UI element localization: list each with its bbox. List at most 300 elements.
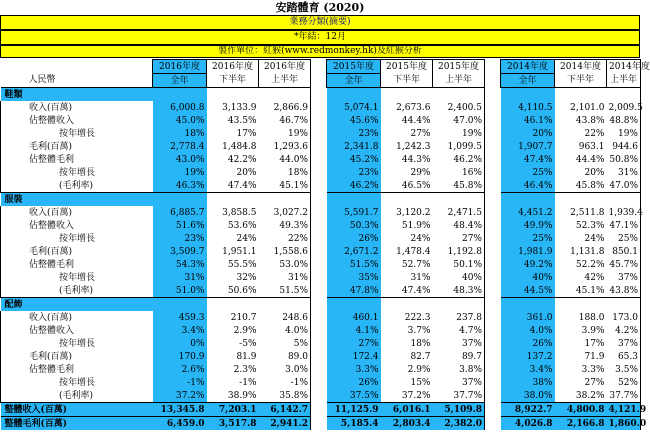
value-cell: 17%: [236, 128, 257, 139]
value-cell: 3.5%: [607, 363, 641, 376]
value-cell: 4,110.5: [501, 101, 555, 114]
value-cell: 43.8%: [575, 115, 605, 126]
value-cell: 2,341.8: [327, 140, 381, 153]
period-header: 全年: [327, 74, 381, 88]
value-cell: 13,345.8: [153, 403, 207, 417]
value-cell: 20%: [501, 127, 555, 140]
empty-cell: [607, 298, 641, 312]
value-cell: 22%: [584, 128, 605, 139]
row-label: 佔整體毛利: [1, 153, 153, 166]
empty-cell: [501, 298, 555, 312]
value-cell: 25%: [607, 232, 641, 245]
gap-cell: [485, 166, 501, 179]
value-cell: 35.8%: [259, 389, 311, 403]
gap-cell: [485, 245, 501, 258]
empty-cell: [153, 193, 207, 207]
value-cell: 44.0%: [259, 153, 311, 166]
table-row: [1, 219, 641, 232]
value-cell: 27%: [327, 337, 381, 350]
value-cell: 45.2%: [327, 153, 381, 166]
empty-cell: [259, 298, 311, 312]
value-cell: 18%: [259, 166, 311, 179]
value-cell: 29%: [410, 167, 431, 178]
value-cell: 2,671.2: [327, 245, 381, 258]
gap-cell: [311, 389, 327, 403]
table-row: [1, 245, 641, 258]
gap-cell: [311, 74, 327, 88]
table-row: [1, 140, 641, 153]
value-cell: 3.4%: [153, 324, 207, 337]
value-cell: 1,131.8: [570, 246, 605, 257]
value-cell: 2,382.0: [433, 417, 485, 431]
value-cell: 35%: [327, 271, 381, 284]
gap-cell: [311, 376, 327, 389]
value-cell: 2,941.2: [259, 417, 311, 431]
gap-cell: [311, 363, 327, 376]
period-header: 上半年: [433, 74, 485, 88]
value-cell: 1,192.8: [433, 245, 485, 258]
row-label: 按年增長: [1, 376, 153, 389]
table-row: [1, 179, 641, 193]
gap-cell: [485, 298, 501, 312]
header-row-periods: [1, 74, 641, 88]
financial-table: [0, 59, 650, 430]
value-cell: 50.3%: [327, 219, 381, 232]
value-cell: 51.6%: [153, 219, 207, 232]
period-header: 上半年: [607, 74, 641, 88]
value-cell: 3.4%: [501, 363, 555, 376]
value-cell: 37%: [433, 337, 485, 350]
gap-cell: [311, 311, 327, 324]
value-cell: 47.4%: [501, 153, 555, 166]
value-cell: 7,203.1: [207, 403, 259, 417]
value-cell: 55.5%: [227, 259, 257, 270]
value-cell: 5,185.4: [327, 417, 381, 431]
value-cell: 24%: [584, 233, 605, 244]
value-cell: 4.1%: [327, 324, 381, 337]
section-name: 鞋類: [1, 88, 153, 102]
total-row: [1, 403, 641, 417]
value-cell: 49.9%: [501, 219, 555, 232]
value-cell: 43.0%: [153, 153, 207, 166]
value-cell: 37%: [607, 337, 641, 350]
value-cell: 52%: [607, 376, 641, 389]
value-cell: 27%: [410, 128, 431, 139]
value-cell: 18%: [153, 127, 207, 140]
section-header: [1, 193, 641, 207]
value-cell: 81.9: [236, 351, 257, 362]
gap-cell: [485, 101, 501, 114]
gap-cell: [485, 127, 501, 140]
value-cell: 3.0%: [259, 363, 311, 376]
value-cell: 51.5%: [327, 258, 381, 271]
value-cell: 46.2%: [433, 153, 485, 166]
row-label: 收入(百萬): [1, 311, 153, 324]
empty-cell: [327, 298, 381, 312]
empty-cell: [207, 193, 259, 207]
value-cell: 43.8%: [607, 284, 641, 298]
gap-cell: [485, 88, 501, 102]
gap-cell: [485, 324, 501, 337]
value-cell: 44.4%: [401, 115, 431, 126]
value-cell: 51.0%: [153, 284, 207, 298]
table-row: [1, 324, 641, 337]
row-label: 按年增長: [1, 127, 153, 140]
value-cell: 45.7%: [607, 258, 641, 271]
year-header: 2014年度: [501, 60, 555, 74]
section-header: [1, 298, 641, 312]
header-row-years: [1, 60, 641, 74]
table-row: [1, 153, 641, 166]
value-cell: 2.9%: [233, 325, 257, 336]
section-name: 服裝: [1, 193, 153, 207]
value-cell: 210.7: [230, 312, 257, 323]
row-label: 按年增長: [1, 271, 153, 284]
value-cell: 43.5%: [227, 115, 257, 126]
period-header: 全年: [501, 74, 555, 88]
value-cell: 1,860.0: [608, 418, 647, 429]
empty-cell: [259, 88, 311, 102]
value-cell: 31%: [607, 166, 641, 179]
value-cell: 2,778.4: [153, 140, 207, 153]
year-header: 2016年度: [207, 60, 259, 74]
value-cell: 1,099.5: [433, 140, 485, 153]
value-cell: 222.3: [404, 312, 431, 323]
value-cell: 17%: [584, 338, 605, 349]
row-label: 毛利(百萬): [1, 350, 153, 363]
value-cell: 16%: [433, 166, 485, 179]
empty-cell: [153, 88, 207, 102]
value-cell: 45.0%: [153, 114, 207, 127]
value-cell: 3.8%: [433, 363, 485, 376]
value-cell: 26%: [327, 376, 381, 389]
value-cell: 38%: [501, 376, 555, 389]
value-cell: 19%: [607, 127, 641, 140]
value-cell: 19%: [153, 166, 207, 179]
row-label: 佔整體收入: [1, 114, 153, 127]
row-label: 按年增長: [1, 166, 153, 179]
value-cell: 25%: [501, 232, 555, 245]
gap-cell: [311, 350, 327, 363]
row-label: 整體毛利(百萬): [1, 417, 153, 431]
section-header: [1, 88, 641, 102]
value-cell: 8,922.7: [501, 403, 555, 417]
value-cell: 6,459.0: [153, 417, 207, 431]
value-cell: 24%: [236, 233, 257, 244]
value-cell: 44.3%: [401, 154, 431, 165]
year-end-note: *年結：12月: [0, 30, 640, 45]
table-row: [1, 284, 641, 298]
row-label: 佔整體收入: [1, 219, 153, 232]
value-cell: 248.6: [259, 311, 311, 324]
value-cell: 52.2%: [575, 259, 605, 270]
value-cell: 20%: [236, 167, 257, 178]
empty-cell: [501, 88, 555, 102]
value-cell: 31%: [153, 271, 207, 284]
table-row: [1, 350, 641, 363]
value-cell: 4.2%: [607, 324, 641, 337]
gap-cell: [311, 284, 327, 298]
gap-cell: [311, 206, 327, 219]
page-title: 安踏體育 (2020): [0, 0, 640, 15]
empty-cell: [607, 88, 641, 102]
value-cell: 5,591.7: [327, 206, 381, 219]
value-cell: 4,800.8: [555, 403, 607, 417]
gap-cell: [311, 337, 327, 350]
header-empty: [1, 60, 153, 74]
value-cell: 46.4%: [501, 179, 555, 193]
value-cell: 361.0: [501, 311, 555, 324]
value-cell: 3.3%: [581, 364, 605, 375]
empty-cell: [381, 88, 433, 102]
row-label: (毛利率): [1, 389, 153, 403]
empty-cell: [555, 88, 607, 102]
value-cell: 50.1%: [433, 258, 485, 271]
row-label: 佔整體毛利: [1, 363, 153, 376]
year-header: 2014年度: [555, 60, 607, 74]
value-cell: 46.5%: [401, 180, 431, 191]
value-cell: 37.5%: [327, 389, 381, 403]
row-label: 毛利(百萬): [1, 245, 153, 258]
value-cell: 3,517.8: [207, 417, 259, 431]
value-cell: 1,981.9: [501, 245, 555, 258]
value-cell: 37.7%: [607, 389, 641, 403]
value-cell: 172.4: [327, 350, 381, 363]
value-cell: 3,027.2: [259, 206, 311, 219]
value-cell: 27%: [584, 377, 605, 388]
row-label-header: 人民幣: [1, 74, 153, 88]
year-header: 2015年度: [381, 60, 433, 74]
value-cell: 48.8%: [607, 114, 641, 127]
gap-cell: [485, 311, 501, 324]
empty-cell: [207, 298, 259, 312]
value-cell: 46.7%: [259, 114, 311, 127]
value-cell: 3,120.2: [396, 207, 431, 218]
table-row: [1, 363, 641, 376]
value-cell: 38.9%: [227, 390, 257, 401]
gap-cell: [485, 403, 501, 417]
row-label: 整體收入(百萬): [1, 403, 153, 417]
value-cell: 52.7%: [401, 259, 431, 270]
value-cell: 45.8%: [575, 180, 605, 191]
gap-cell: [485, 389, 501, 403]
value-cell: 31%: [259, 271, 311, 284]
value-cell: 2,166.8: [555, 417, 607, 431]
value-cell: -1%: [259, 376, 311, 389]
gap-cell: [311, 153, 327, 166]
value-cell: 27%: [433, 232, 485, 245]
value-cell: 44.4%: [575, 154, 605, 165]
empty-cell: [433, 193, 485, 207]
value-cell: 24%: [410, 233, 431, 244]
value-cell: 51.9%: [401, 220, 431, 231]
value-cell: 40%: [501, 271, 555, 284]
value-cell: -5%: [239, 338, 257, 349]
empty-cell: [327, 88, 381, 102]
year-header: 2015年度: [327, 60, 381, 74]
table-row: [1, 166, 641, 179]
value-cell: 45.1%: [259, 179, 311, 193]
gap-cell: [485, 60, 501, 74]
empty-cell: [501, 193, 555, 207]
value-cell: 2,866.9: [259, 101, 311, 114]
year-header: 2014年度: [607, 60, 641, 74]
gap-cell: [485, 376, 501, 389]
row-label: (毛利率): [1, 284, 153, 298]
gap-cell: [311, 403, 327, 417]
value-cell: 944.6: [607, 140, 641, 153]
row-label: 佔整體收入: [1, 324, 153, 337]
value-cell: 188.0: [578, 312, 605, 323]
value-cell: 3,133.9: [222, 102, 257, 113]
value-cell: 4,026.8: [501, 417, 555, 431]
year-header: 2016年度: [153, 60, 207, 74]
value-cell: 173.0: [607, 311, 641, 324]
table-row: [1, 206, 641, 219]
value-cell: 48.3%: [433, 284, 485, 298]
value-cell: -1%: [239, 377, 257, 388]
value-cell: 37.2%: [153, 389, 207, 403]
value-cell: 49.3%: [259, 219, 311, 232]
value-cell: 2,009.5: [608, 102, 643, 113]
value-cell: 37%: [433, 376, 485, 389]
value-cell: 26%: [327, 232, 381, 245]
row-label: (毛利率): [1, 179, 153, 193]
value-cell: 15%: [410, 377, 431, 388]
year-header: 2016年度: [259, 60, 311, 74]
value-cell: 47.4%: [401, 285, 431, 296]
gap-cell: [485, 206, 501, 219]
value-cell: 26%: [501, 337, 555, 350]
value-cell: 237.8: [433, 311, 485, 324]
value-cell: 65.3: [607, 350, 641, 363]
gap-cell: [485, 153, 501, 166]
value-cell: 37.7%: [433, 389, 485, 403]
value-cell: 47.8%: [327, 284, 381, 298]
gap-cell: [485, 258, 501, 271]
value-cell: 4.0%: [259, 324, 311, 337]
value-cell: 1,478.4: [396, 246, 431, 257]
table-row: [1, 127, 641, 140]
value-cell: 850.1: [607, 245, 641, 258]
table-row: [1, 376, 641, 389]
value-cell: 4,451.2: [501, 206, 555, 219]
value-cell: 48.4%: [433, 219, 485, 232]
value-cell: 37%: [607, 271, 641, 284]
value-cell: 44.5%: [501, 284, 555, 298]
value-cell: 52.3%: [575, 220, 605, 231]
gap-cell: [311, 324, 327, 337]
value-cell: 45.8%: [433, 179, 485, 193]
value-cell: 89.7: [433, 350, 485, 363]
value-cell: 23%: [327, 127, 381, 140]
value-cell: 45.1%: [575, 285, 605, 296]
value-cell: 18%: [410, 338, 431, 349]
empty-cell: [381, 193, 433, 207]
value-cell: 53.6%: [227, 220, 257, 231]
empty-cell: [433, 298, 485, 312]
value-cell: 0%: [153, 337, 207, 350]
value-cell: 3.3%: [327, 363, 381, 376]
gap-cell: [485, 193, 501, 207]
value-cell: 47.0%: [607, 179, 641, 193]
table-row: [1, 232, 641, 245]
gap-cell: [485, 363, 501, 376]
value-cell: 2,511.8: [570, 207, 605, 218]
value-cell: 2,673.6: [396, 102, 431, 113]
year-header: 2015年度: [433, 60, 485, 74]
value-cell: 40%: [433, 271, 485, 284]
gap-cell: [485, 337, 501, 350]
value-cell: 4.7%: [433, 324, 485, 337]
gap-cell: [311, 140, 327, 153]
value-cell: 22%: [259, 232, 311, 245]
value-cell: 25%: [501, 166, 555, 179]
value-cell: 23%: [327, 166, 381, 179]
value-cell: 137.2: [501, 350, 555, 363]
gap-cell: [485, 350, 501, 363]
value-cell: 4,121.9: [608, 404, 647, 415]
value-cell: 6,142.7: [259, 403, 311, 417]
value-cell: 3,858.5: [222, 207, 257, 218]
row-label: 佔整體毛利: [1, 258, 153, 271]
value-cell: 3.7%: [407, 325, 431, 336]
total-row: [1, 417, 641, 431]
table-row: [1, 311, 641, 324]
value-cell: 42%: [584, 272, 605, 283]
value-cell: 170.9: [153, 350, 207, 363]
gap-cell: [485, 179, 501, 193]
value-cell: 50.8%: [607, 153, 641, 166]
gap-cell: [485, 219, 501, 232]
value-cell: 1,907.7: [501, 140, 555, 153]
value-cell: 19%: [433, 127, 485, 140]
gap-cell: [311, 258, 327, 271]
value-cell: 19%: [259, 127, 311, 140]
gap-cell: [485, 232, 501, 245]
value-cell: 46.2%: [327, 179, 381, 193]
value-cell: 1,293.6: [259, 140, 311, 153]
table-row: [1, 114, 641, 127]
gap-cell: [485, 284, 501, 298]
producer-note: 製作單位：紅猴(www.redmonkey.hk)及紅猴分析: [0, 45, 640, 58]
gap-cell: [311, 232, 327, 245]
table-row: [1, 271, 641, 284]
empty-cell: [607, 193, 641, 207]
value-cell: -1%: [153, 376, 207, 389]
gap-cell: [311, 298, 327, 312]
value-cell: 51.5%: [259, 284, 311, 298]
value-cell: 38.0%: [501, 389, 555, 403]
value-cell: 963.1: [578, 141, 605, 152]
value-cell: 459.3: [153, 311, 207, 324]
period-header: 下半年: [555, 74, 607, 88]
row-label: 收入(百萬): [1, 206, 153, 219]
value-cell: 5,074.1: [327, 101, 381, 114]
value-cell: 2,803.4: [381, 417, 433, 431]
value-cell: 1,484.8: [222, 141, 257, 152]
empty-cell: [259, 193, 311, 207]
period-header: 下半年: [381, 74, 433, 88]
value-cell: 47.1%: [607, 219, 641, 232]
period-header: 全年: [153, 74, 207, 88]
gap-cell: [485, 271, 501, 284]
gap-cell: [311, 245, 327, 258]
value-cell: 2.9%: [407, 364, 431, 375]
value-cell: 38.2%: [575, 390, 605, 401]
subtitle: 業務分類(摘要): [0, 15, 640, 30]
gap-cell: [311, 417, 327, 431]
